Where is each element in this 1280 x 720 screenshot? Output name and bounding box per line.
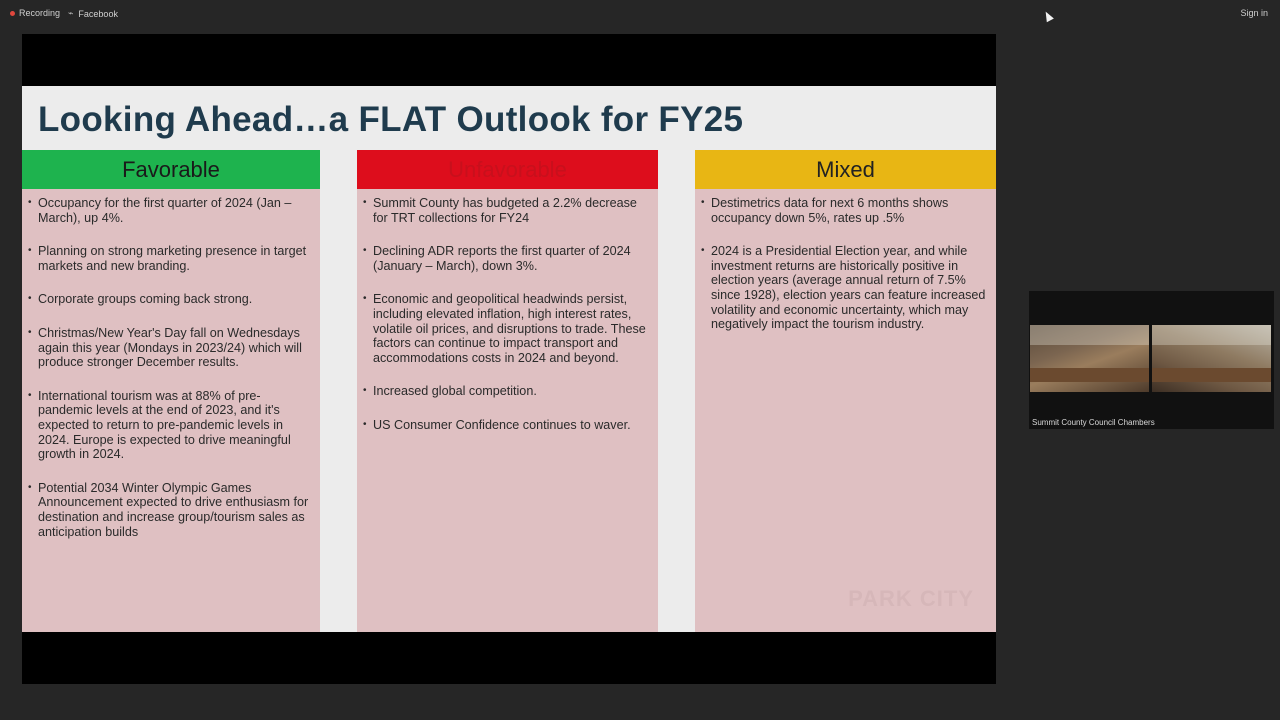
list-item: • US Consumer Confidence continues to waver. (363, 418, 652, 433)
favorable-heading: Favorable (22, 150, 320, 189)
list-item: • Declining ADR reports the first quarter of 2024 (January – March), down 3%. (363, 244, 652, 273)
camera-feed-panel[interactable] (1029, 291, 1274, 429)
list-item: • 2024 is a Presidential Election year, and while investment returns are historically positive in election years (average annual return of 7.5% since 1928), election years can feature increased volatility and economic uncertainty, which may negatively impact the tourism industry. (701, 244, 990, 332)
recording-dot-icon (10, 11, 15, 16)
unfavorable-column (357, 150, 658, 632)
park-city-watermark: PARK CITY (848, 586, 974, 611)
main-video-player[interactable] (22, 34, 996, 684)
list-item: • Economic and geopolitical headwinds persist, including elevated inflation, high interest rates, volatile oil prices, and disruptions to trade. These factors can continue to impact transport and accommodations costs in 2024 and beyond. (363, 292, 652, 365)
unfavorable-heading: Unfavorable (357, 150, 658, 189)
list-item: • Destimetrics data for next 6 months shows occupancy down 5%, rates up .5% (701, 196, 990, 225)
chamber-camera-right (1152, 325, 1271, 392)
presentation-slide (22, 86, 996, 632)
facebook-label: Facebook (78, 8, 118, 19)
slide-title: Looking Ahead…a FLAT Outlook for FY25 (38, 100, 744, 139)
list-item: • Potential 2034 Winter Olympic Games Announcement expected to drive enthusiasm for destination and increase group/tourism sales as anticipation builds (28, 481, 314, 539)
list-item: • Planning on strong marketing presence in target markets and new branding. (28, 244, 314, 273)
chamber-camera-left (1030, 325, 1149, 392)
recording-label: Recording (19, 8, 61, 18)
recording-indicator[interactable] (10, 8, 60, 18)
top-bar (0, 0, 1280, 26)
list-item: • Increased global competition. (363, 384, 652, 399)
camera-panel-label: Summit County Council Chambers (1032, 418, 1155, 427)
list-item: • Occupancy for the first quarter of 2024 (Jan – March), up 4%. (28, 196, 314, 225)
mixed-column (695, 150, 996, 632)
list-item: • International tourism was at 88% of pre-pandemic levels at the end of 2023, and it's expected to return to pre-pandemic levels in 2024. Europe is expected to drive meaningful growth in 2024. (28, 389, 314, 462)
unfavorable-list (357, 189, 658, 433)
facebook-link[interactable] (68, 8, 118, 19)
list-item: • Corporate groups coming back strong. (28, 292, 314, 307)
list-item: • Summit County has budgeted a 2.2% decrease for TRT collections for FY24 (363, 196, 652, 225)
mixed-heading: Mixed (695, 150, 996, 189)
broadcast-icon: ⌁ (68, 8, 74, 18)
list-item: • Christmas/New Year's Day fall on Wednesdays again this year (Mondays in 2023/24) which will produce stronger December results. (28, 326, 314, 370)
mixed-list (695, 189, 996, 332)
favorable-list (22, 189, 320, 539)
mouse-cursor-icon (1042, 10, 1054, 23)
favorable-column (22, 150, 320, 632)
sign-in-link[interactable]: Sign in (1240, 8, 1268, 18)
